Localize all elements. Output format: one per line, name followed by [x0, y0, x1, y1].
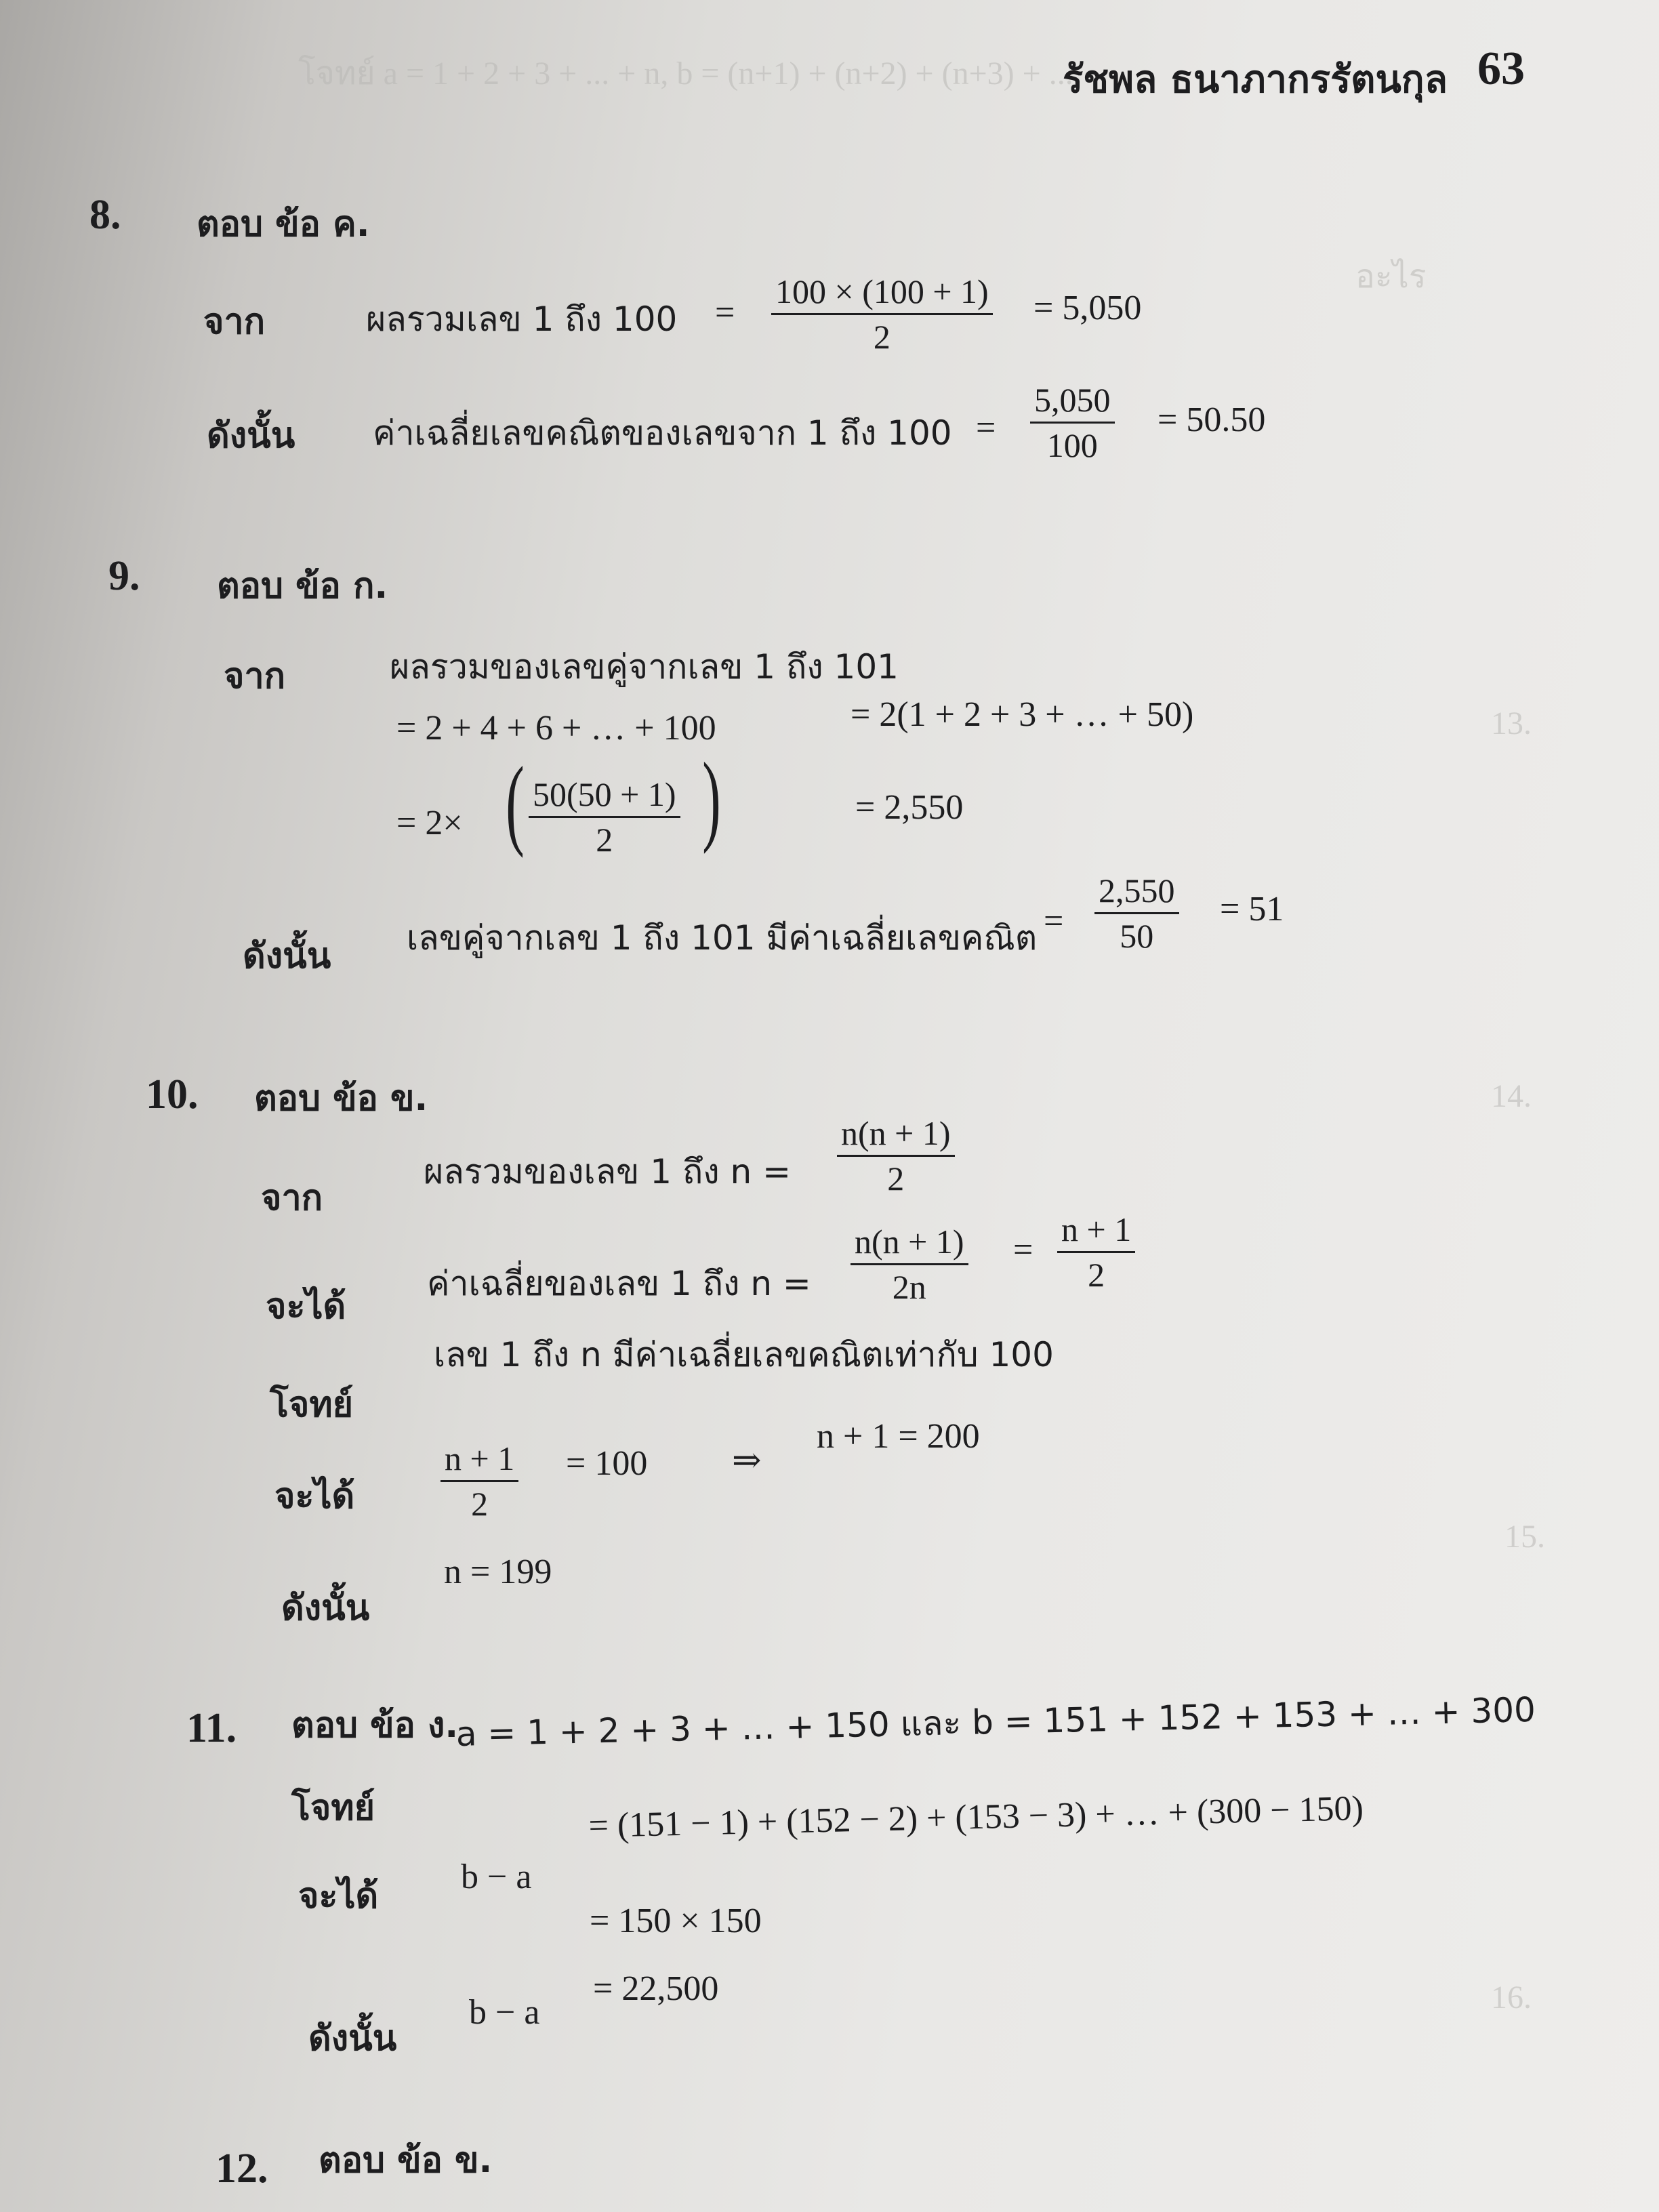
- step-label: ดังนั้น: [243, 936, 331, 977]
- fraction-denominator: 2: [596, 821, 613, 859]
- fraction-denominator: 2n: [892, 1268, 926, 1306]
- bleed-through-text: 15.: [1504, 1519, 1545, 1555]
- equals-sign: =: [1013, 1231, 1033, 1269]
- page-number: 63: [1477, 43, 1525, 95]
- result: = 51: [1220, 890, 1284, 928]
- fraction-numerator: 100 × (100 + 1): [775, 272, 989, 310]
- fraction-denominator: 2: [471, 1485, 489, 1523]
- implies-arrow: ⇒: [732, 1441, 762, 1480]
- step-label: โจทย์: [291, 1788, 375, 1828]
- variable-expr: b − a: [469, 1993, 540, 2032]
- equals-sign: =: [976, 409, 996, 447]
- fraction: [1094, 869, 1179, 958]
- variable-expr: b − a: [461, 1858, 532, 1896]
- fraction-numerator: n(n + 1): [841, 1114, 951, 1152]
- step-text: ค่าเฉลี่ยเลขคณิตของเลขจาก 1 ถึง 100: [373, 413, 952, 453]
- step-label: ดังนั้น: [281, 1588, 370, 1629]
- fraction-denominator: 2: [887, 1160, 905, 1197]
- equation-line: = 100: [566, 1444, 648, 1483]
- equals-sign: =: [715, 293, 735, 332]
- equals-sign: =: [1044, 902, 1064, 941]
- question-number: 12.: [216, 2146, 268, 2192]
- bleed-through-text: 14.: [1491, 1078, 1532, 1114]
- result: = 2,550: [855, 788, 964, 827]
- result: = 22,500: [593, 1969, 719, 2008]
- step-label: จะได้: [274, 1476, 355, 1517]
- step-label: จาก: [224, 656, 286, 697]
- fraction: [771, 270, 993, 359]
- fraction: [441, 1437, 518, 1525]
- answer-label: ตอบ ข้อ ข.: [319, 2140, 493, 2181]
- step-text: เลข 1 ถึง n มีค่าเฉลี่ยเลขคณิตเท่ากับ 100: [434, 1335, 1054, 1374]
- fraction: [1030, 378, 1115, 467]
- equation-line: = 2(1 + 2 + 3 + … + 50): [851, 695, 1194, 734]
- left-paren: (: [506, 746, 525, 859]
- answer-label: ตอบ ข้อ ค.: [197, 204, 370, 245]
- fraction-numerator: 5,050: [1034, 381, 1111, 419]
- fraction-numerator: n + 1: [1061, 1210, 1132, 1248]
- fraction: [1057, 1208, 1135, 1296]
- step-label: จะได้: [298, 1876, 379, 1917]
- step-label: ดังนั้น: [207, 415, 295, 456]
- equation-line: = (151 − 1) + (152 − 2) + (153 − 3) + … + (300 − 150): [588, 1789, 1364, 1845]
- fraction-denominator: 2: [873, 318, 890, 356]
- result: = 5,050: [1033, 289, 1142, 327]
- step-text: เลขคู่จากเลข 1 ถึง 101 มีค่าเฉลี่ยเลขคณิต: [407, 918, 1038, 958]
- step-text: ผลรวมของเลขคู่จากเลข 1 ถึง 101: [390, 647, 899, 687]
- question-number: 8.: [89, 192, 121, 238]
- equation-line: = 2 + 4 + 6 + … + 100: [396, 709, 716, 747]
- question-number: 9.: [108, 553, 140, 599]
- step-text: ผลรวมของเลข 1 ถึง n =: [424, 1152, 792, 1191]
- header-author: รัชพล ธนาภากรรัตนกุล: [1063, 58, 1448, 102]
- result: n = 199: [444, 1553, 552, 1591]
- fraction-denominator: 2: [1088, 1256, 1105, 1294]
- fraction-numerator: 2,550: [1099, 872, 1175, 909]
- question-number: 10.: [146, 1071, 199, 1118]
- fraction-numerator: n(n + 1): [855, 1223, 964, 1261]
- bleed-through-text: อะไร: [1355, 259, 1427, 295]
- step-label: จะได้: [266, 1286, 346, 1327]
- bleed-through-text: โจทย์ a = 1 + 2 + 3 + ... + n, b = (n+1) + (n+2) + (n+3) + ...: [298, 56, 1073, 91]
- fraction-denominator: 50: [1120, 917, 1154, 955]
- equation-line: = 150 × 150: [590, 1902, 762, 1940]
- step-label: จาก: [261, 1178, 323, 1218]
- fraction-denominator: 100: [1046, 426, 1098, 464]
- fraction: [851, 1220, 968, 1309]
- step-text: ผลรวมเลข 1 ถึง 100: [366, 300, 678, 339]
- answer-label: ตอบ ข้อ ง.: [291, 1705, 459, 1746]
- equation-line: = 2×: [396, 804, 463, 842]
- question-number: 11.: [186, 1705, 237, 1751]
- step-text: a = 1 + 2 + 3 + … + 150 และ b = 151 + 152 + 153 + … + 300: [455, 1689, 1536, 1754]
- result: = 50.50: [1158, 401, 1266, 439]
- fraction: [529, 773, 680, 861]
- bleed-through-text: 16.: [1491, 1980, 1532, 2015]
- answer-label: ตอบ ข้อ ข.: [254, 1078, 428, 1119]
- step-label: ดังนั้น: [308, 2018, 397, 2059]
- step-label: โจทย์: [270, 1385, 354, 1425]
- fraction-numerator: 50(50 + 1): [533, 775, 676, 813]
- result: n + 1 = 200: [817, 1417, 980, 1456]
- fraction-numerator: n + 1: [445, 1439, 515, 1477]
- step-label: จาก: [203, 302, 266, 342]
- right-paren: ): [702, 742, 721, 855]
- bleed-through-text: 13.: [1491, 705, 1532, 741]
- fraction: [837, 1111, 955, 1200]
- answer-label: ตอบ ข้อ ก.: [217, 566, 388, 607]
- step-text: ค่าเฉลี่ยของเลข 1 ถึง n =: [427, 1264, 811, 1303]
